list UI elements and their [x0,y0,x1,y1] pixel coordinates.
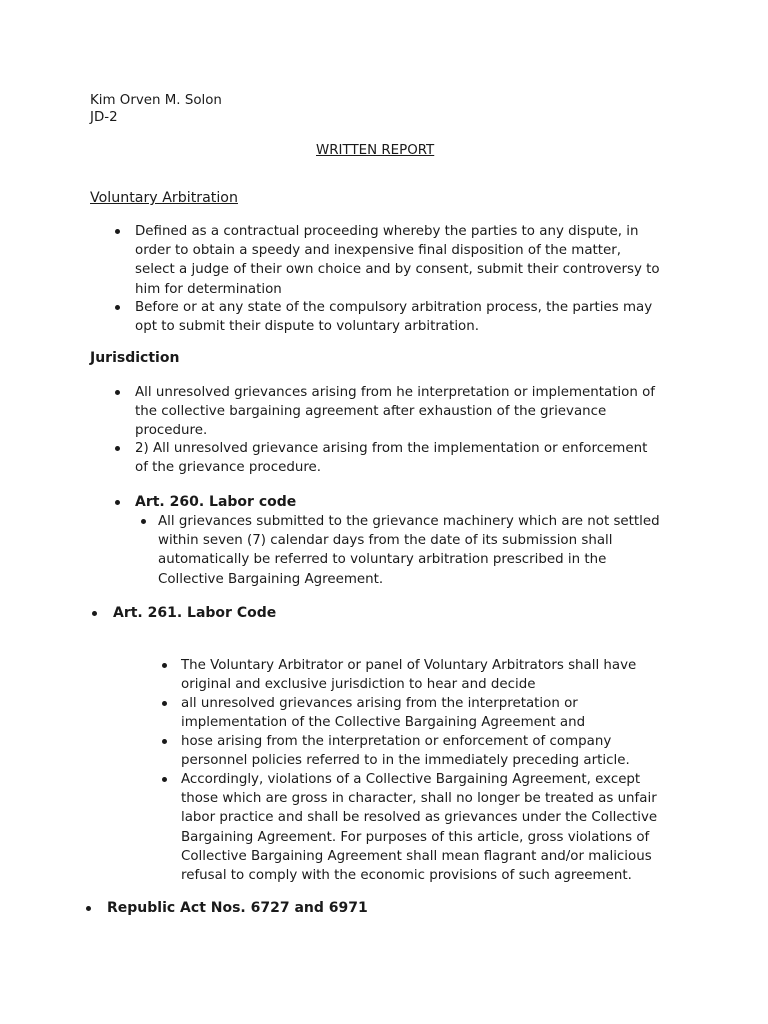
line-text: select a judge of their own choice and by consent, submit their controversy to [135,262,660,278]
author-name: Kim Orven M. Solon [90,93,222,108]
line-text: Bargaining Agreement. For purposes of this article, gross violations of [181,829,650,845]
line-text: 2) All unresolved grievance arising from the implementation or enforcement [135,441,648,456]
line-text: All unresolved grievances arising from he interpretation or implementation of [135,385,656,400]
bullet-icon [141,519,146,524]
line-text: order to obtain a speedy and inexpensive final disposition of the matter, [135,243,622,259]
bullet-icon [162,663,167,668]
section-heading-voluntary-arbitration: Voluntary Arbitration [90,190,238,206]
bullet-icon [162,739,167,744]
class-label: JD-2 [90,110,118,125]
line-text: personnel policies referred to in the immediately preceding article. [181,753,630,769]
article-260-heading: Art. 260. Labor code [135,494,297,510]
line-text: All grievances submitted to the grievance machinery which are not settled [158,514,660,529]
line-text: Collective Bargaining Agreement. [158,571,384,587]
line-text: implementation of the Collective Bargaining Agreement and [181,715,586,731]
bullet-icon [115,446,120,451]
bullet-icon [92,611,97,616]
line-text: labor practice and shall be resolved as grievances under the Collective [181,810,658,826]
line-text: original and exclusive jurisdiction to hear and decide [181,677,536,693]
document-title: WRITTEN REPORT [316,143,435,158]
line-text: Before or at any state of the compulsory arbitration process, the parties may [135,300,653,315]
line-text: automatically be referred to voluntary arbitration prescribed in the [158,552,607,568]
bullet-icon [86,906,91,911]
bullet-icon [115,305,120,310]
bullet-icon [115,500,120,505]
line-text: procedure. [135,423,208,439]
republic-act-heading: Republic Act Nos. 6727 and 6971 [107,900,368,916]
bullet-icon [115,390,120,395]
bullet-icon [115,229,120,234]
section-heading-jurisdiction: Jurisdiction [90,350,180,366]
line-text: all unresolved grievances arising from the interpretation or [181,696,578,711]
line-text: opt to submit their dispute to voluntary arbitration. [135,319,479,335]
line-text: those which are gross in character, shall no longer be treated as unfair [181,791,657,807]
line-text: the collective bargaining agreement after exhaustion of the grievance [135,404,607,420]
bullet-icon [162,777,167,782]
line-text: Collective Bargaining Agreement shall mean flagrant and/or malicious [181,848,652,864]
line-text: hose arising from the interpretation or enforcement of company [181,734,612,749]
bullet-icon [162,701,167,706]
line-text: The Voluntary Arbitrator or panel of Voluntary Arbitrators shall have [181,658,637,673]
line-text: refusal to comply with the economic provisions of such agreement. [181,868,632,884]
line-text: of the grievance procedure. [135,460,322,476]
line-text: within seven (7) calendar days from the date of its submission shall [158,533,613,549]
line-text: Accordingly, violations of a Collective Bargaining Agreement, except [181,772,641,787]
article-261-heading: Art. 261. Labor Code [113,605,277,621]
line-text: him for determination [135,281,282,297]
line-text: Defined as a contractual proceeding whereby the parties to any dispute, in [135,224,639,239]
